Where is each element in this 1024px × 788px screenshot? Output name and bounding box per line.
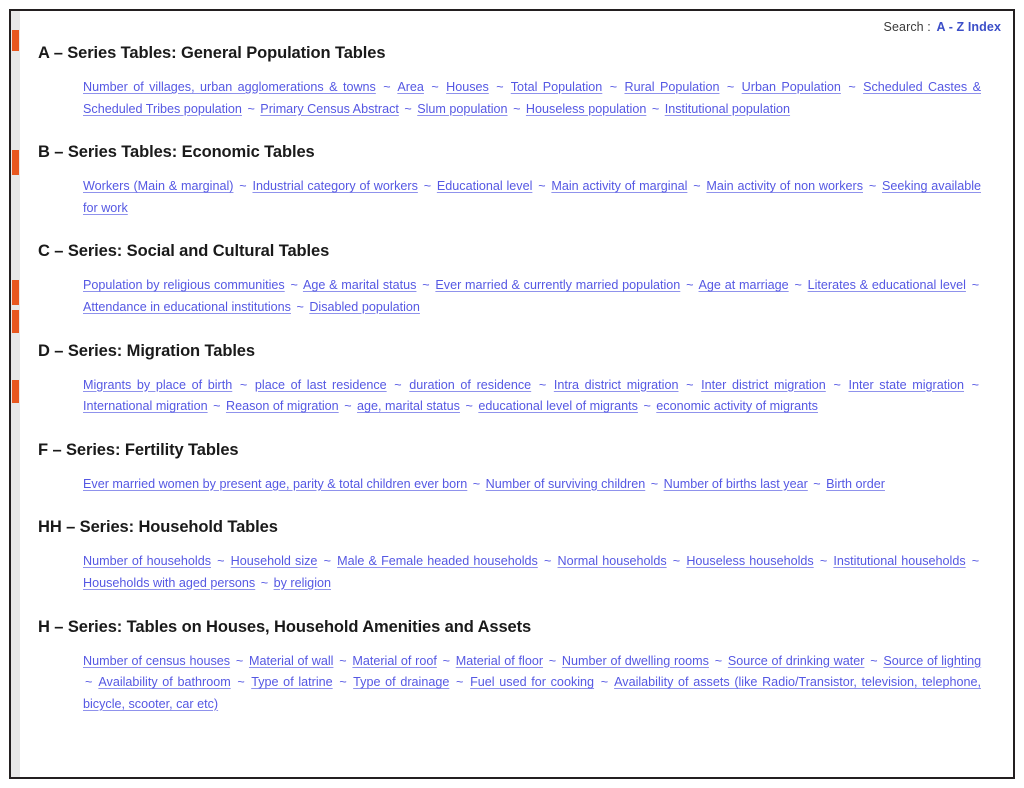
table-link[interactable]: Male & Female headed households: [337, 554, 538, 569]
edge-marker-5: [12, 380, 19, 403]
link-list-d-series: [20, 375, 1013, 418]
table-link[interactable]: Literates & educational level: [807, 278, 966, 293]
table-link[interactable]: Households with aged persons: [83, 575, 256, 590]
link-separator: ~: [813, 476, 821, 491]
table-link[interactable]: Houseless households: [686, 554, 814, 569]
table-link[interactable]: Material of roof: [352, 653, 437, 668]
table-link[interactable]: Slum population: [417, 101, 508, 116]
link-separator: ~: [643, 399, 651, 414]
search-label: Search :: [883, 20, 931, 34]
link-separator: ~: [323, 554, 331, 569]
table-link[interactable]: Workers (Main & marginal): [83, 179, 234, 194]
table-link[interactable]: Intra district migration: [553, 377, 679, 392]
page-content: [20, 11, 1013, 777]
link-separator: ~: [431, 80, 439, 94]
link-separator: ~: [247, 101, 255, 116]
link-separator: ~: [239, 179, 247, 194]
edge-marker-2: [12, 150, 19, 175]
section-heading-f-series: F – Series: Fertility Tables: [38, 440, 239, 459]
section-c-series: [20, 241, 1013, 318]
link-separator: ~: [651, 101, 660, 116]
link-separator: ~: [686, 278, 694, 293]
link-separator: ~: [686, 377, 694, 392]
section-d-series: [20, 341, 1013, 418]
table-link[interactable]: Ever married & currently married population: [435, 278, 681, 293]
table-link[interactable]: Total Population: [510, 80, 603, 94]
table-link[interactable]: Area: [397, 80, 424, 94]
table-link[interactable]: Material of wall: [248, 653, 334, 668]
table-link[interactable]: Institutional population: [664, 101, 791, 116]
table-link[interactable]: Industrial category of workers: [252, 179, 418, 194]
link-separator: ~: [513, 101, 521, 116]
link-separator: ~: [496, 80, 504, 94]
link-separator: ~: [260, 575, 269, 590]
table-link[interactable]: Attendance in educational institutions: [83, 299, 291, 314]
table-link[interactable]: Fuel used for cooking: [470, 675, 595, 690]
document-frame: [9, 9, 1015, 779]
table-link[interactable]: Source of lighting: [883, 653, 982, 668]
link-separator: ~: [971, 377, 980, 392]
link-separator: ~: [868, 179, 877, 194]
link-separator: ~: [794, 278, 802, 293]
table-link[interactable]: Reason of migration: [225, 399, 339, 414]
link-separator: ~: [423, 179, 432, 194]
link-separator: ~: [650, 476, 659, 491]
link-separator: ~: [971, 554, 980, 569]
table-link[interactable]: Birth order: [826, 476, 885, 491]
link-separator: ~: [971, 278, 980, 293]
link-list-h-series: [20, 651, 1013, 716]
table-link[interactable]: economic activity of migrants: [656, 399, 818, 414]
link-separator: ~: [339, 675, 347, 690]
table-link[interactable]: Number of surviving children: [485, 476, 646, 491]
link-separator: ~: [600, 675, 609, 690]
link-separator: ~: [472, 476, 481, 491]
table-link[interactable]: Ever married women by present age, parity & total children ever born: [83, 476, 468, 491]
table-link[interactable]: Number of villages, urban agglomerations & towns: [83, 80, 376, 94]
table-link[interactable]: Availability of bathroom: [98, 675, 231, 690]
section-heading-c-series: C – Series: Social and Cultural Tables: [38, 242, 330, 261]
table-link[interactable]: Houseless population: [525, 101, 647, 116]
link-separator: ~: [714, 653, 723, 668]
link-separator: ~: [235, 653, 244, 668]
table-link[interactable]: Houses: [446, 80, 489, 94]
table-link[interactable]: Material of floor: [455, 653, 544, 668]
table-link[interactable]: Inter state migration: [848, 377, 965, 392]
table-link[interactable]: by religion: [273, 575, 331, 590]
table-link[interactable]: Urban Population: [741, 80, 841, 94]
section-f-series: [20, 440, 1013, 496]
link-separator: ~: [833, 377, 841, 392]
link-separator: ~: [339, 653, 347, 668]
search-bar: [884, 20, 1001, 34]
link-separator: ~: [85, 675, 93, 690]
link-separator: ~: [213, 399, 221, 414]
table-link[interactable]: educational level of migrants: [478, 399, 638, 414]
table-link[interactable]: Availability of assets (like Radio/Transistor, television, telephone, bicycle, scooter, car etc): [83, 675, 981, 711]
table-link[interactable]: Age & marital status: [302, 278, 417, 293]
link-separator: ~: [819, 554, 828, 569]
edge-marker-4: [12, 310, 19, 333]
link-separator: ~: [290, 278, 298, 293]
section-heading-d-series: D – Series: Migration Tables: [38, 341, 255, 360]
link-separator: ~: [456, 675, 464, 690]
link-separator: ~: [848, 80, 856, 94]
link-separator: ~: [693, 179, 701, 194]
link-separator: ~: [344, 399, 352, 414]
link-list-a-series: [20, 77, 1013, 120]
table-link[interactable]: Institutional households: [833, 554, 966, 569]
section-heading-hh-series: HH – Series: Household Tables: [38, 518, 278, 537]
link-separator: ~: [296, 299, 304, 314]
table-link[interactable]: Number of census houses: [83, 653, 231, 668]
link-separator: ~: [538, 179, 546, 194]
table-link[interactable]: place of last residence: [254, 377, 387, 392]
table-link[interactable]: Number of households: [83, 554, 211, 569]
section-heading-h-series: H – Series: Tables on Houses, Household Amenities and Assets: [38, 617, 532, 636]
link-separator: ~: [543, 554, 552, 569]
link-separator: ~: [538, 377, 547, 392]
section-heading-b-series: B – Series Tables: Economic Tables: [38, 143, 315, 162]
link-list-hh-series: [20, 551, 1013, 594]
link-separator: ~: [239, 377, 248, 392]
table-link[interactable]: Normal households: [557, 554, 667, 569]
table-link[interactable]: Number of births last year: [663, 476, 808, 491]
table-link[interactable]: Seeking available for work: [83, 179, 982, 215]
link-list-f-series: [20, 474, 1013, 496]
table-link[interactable]: Type of drainage: [353, 675, 450, 690]
section-hh-series: [20, 517, 1013, 594]
link-separator: ~: [383, 80, 391, 94]
section-b-series: [20, 142, 1013, 219]
section-h-series: [20, 617, 1013, 716]
table-link[interactable]: Educational level: [436, 179, 533, 194]
link-separator: ~: [726, 80, 735, 94]
link-separator: ~: [442, 653, 450, 668]
section-heading-a-series: A – Series Tables: General Population Tables: [38, 44, 386, 62]
table-link[interactable]: Number of dwelling rooms: [561, 653, 709, 668]
a-z-index-link[interactable]: A - Z Index: [936, 20, 1001, 34]
table-link[interactable]: Scheduled Castes & Scheduled Tribes population: [83, 80, 982, 116]
section-a-series: [20, 43, 1013, 120]
table-link[interactable]: Disabled population: [309, 299, 420, 314]
table-link[interactable]: Inter district migration: [701, 377, 826, 392]
table-link[interactable]: Migrants by place of birth: [83, 377, 233, 392]
link-separator: ~: [404, 101, 412, 116]
link-separator: ~: [465, 399, 473, 414]
link-list-b-series: [20, 176, 1013, 219]
link-separator: ~: [217, 554, 225, 569]
table-link[interactable]: Rural Population: [624, 80, 720, 94]
table-link[interactable]: Main activity of marginal: [551, 179, 688, 194]
link-separator: ~: [394, 377, 402, 392]
table-link[interactable]: Population by religious communities: [83, 278, 285, 293]
link-separator: ~: [422, 278, 430, 293]
table-link[interactable]: Household size: [230, 554, 318, 569]
link-list-c-series: [20, 275, 1013, 318]
table-link[interactable]: Primary Census Abstract: [260, 101, 399, 116]
link-separator: ~: [609, 80, 618, 94]
link-separator: ~: [870, 653, 878, 668]
link-separator: ~: [548, 653, 557, 668]
table-link[interactable]: Source of drinking water: [727, 653, 865, 668]
link-separator: ~: [672, 554, 681, 569]
table-link[interactable]: Age at marriage: [698, 278, 789, 293]
table-link[interactable]: International migration: [83, 399, 208, 414]
link-separator: ~: [237, 675, 245, 690]
table-link[interactable]: Main activity of non workers: [706, 179, 863, 194]
table-link[interactable]: Type of latrine: [251, 675, 333, 690]
table-link[interactable]: age, marital status: [357, 399, 460, 414]
table-link[interactable]: duration of residence: [409, 377, 532, 392]
series-section-list: [20, 43, 1013, 737]
edge-marker-1: [12, 30, 19, 51]
edge-marker-3: [12, 280, 19, 305]
